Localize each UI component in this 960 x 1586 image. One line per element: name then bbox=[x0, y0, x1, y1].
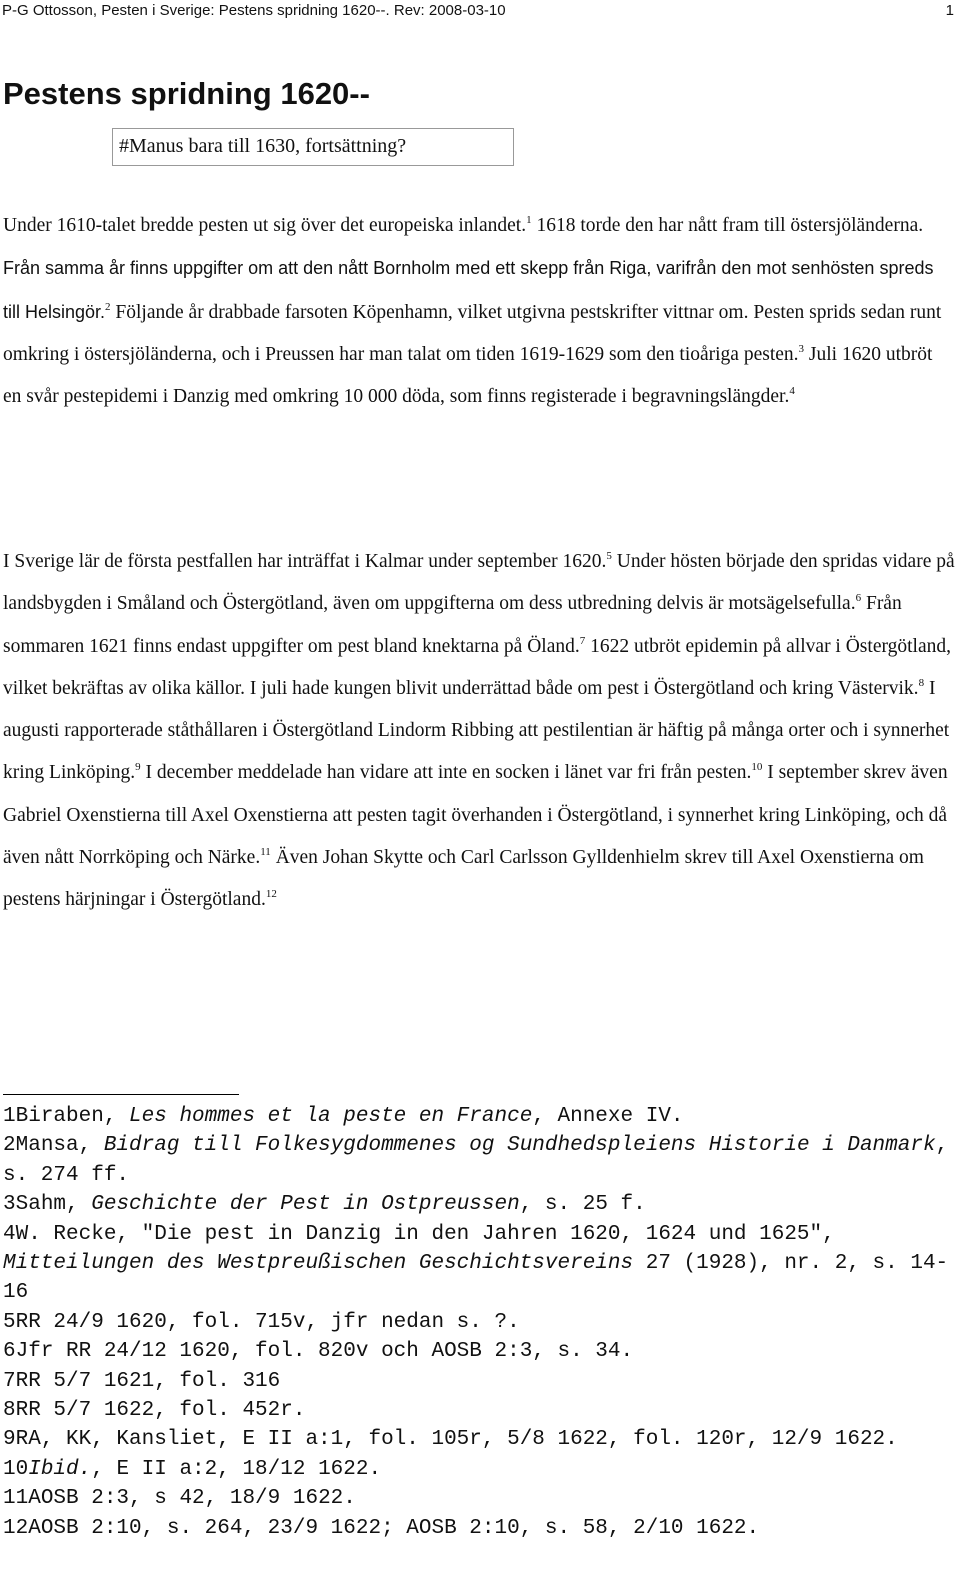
footnote-text: Mansa, bbox=[15, 1134, 104, 1158]
footnote-ref-1[interactable]: 1 bbox=[526, 214, 532, 226]
footnote-9 bbox=[3, 1425, 953, 1454]
paragraph-2-sentence-7: I september skrev även Gabriel Oxenstierna till Axel Oxenstierna att pesten tagit överhanden i Östergötland, i synnerhet kring Linköping, och då även nått Norrköping och Närke. bbox=[3, 762, 948, 869]
footnote-11 bbox=[3, 1484, 953, 1513]
running-title: P-G Ottosson, Pesten i Sverige: Pestens spridning 1620--. Rev: 2008-03-10 bbox=[2, 2, 506, 19]
footnote-5 bbox=[3, 1308, 953, 1337]
footnote-number[interactable]: 5 bbox=[3, 1310, 16, 1334]
paragraph-2 bbox=[3, 541, 955, 922]
footnote-7 bbox=[3, 1367, 953, 1396]
footnote-number[interactable]: 9 bbox=[3, 1428, 16, 1452]
footnote-ref-10[interactable]: 10 bbox=[751, 761, 763, 774]
paragraph-2-sentence-6: I december meddelade han vidare att inte en socken i länet var fri från pesten. bbox=[140, 762, 752, 784]
footnote-1 bbox=[3, 1102, 953, 1131]
footnote-text-end: , s. 25 f. bbox=[519, 1193, 646, 1217]
footnote-text-end: , s. 274 ff. bbox=[3, 1134, 949, 1187]
footnote-ref-11[interactable]: 11 bbox=[260, 846, 271, 859]
footnote-number[interactable]: 10 bbox=[3, 1457, 29, 1481]
paragraph-1-sentence-4: Juli 1620 utbröt en svår pestepidemi i Danzig med omkring 10 000 döda, som finns registerade i begravningslängder. bbox=[3, 343, 933, 408]
footnote-text: AOSB 2:10, s. 264, 23/9 1622; AOSB 2:10, s. 58, 2/10 1622. bbox=[28, 1516, 760, 1540]
footnote-4 bbox=[3, 1220, 953, 1308]
footnote-ref-9[interactable]: 9 bbox=[135, 761, 141, 774]
footnote-text-end: , E II a:2, 18/12 1622. bbox=[91, 1457, 382, 1481]
footnote-text: Jfr RR 24/12 1620, fol. 820v och AOSB 2:3, s. 34. bbox=[15, 1340, 634, 1364]
footnote-number[interactable]: 4 bbox=[3, 1222, 16, 1246]
footnote-ref-7[interactable]: 7 bbox=[579, 634, 586, 647]
footnote-12 bbox=[3, 1514, 953, 1543]
footnote-title: Les hommes et la peste en France bbox=[129, 1105, 533, 1128]
footnote-ref-4[interactable]: 4 bbox=[789, 385, 795, 398]
footnote-number[interactable]: 1 bbox=[3, 1105, 16, 1128]
paragraph-1-sentence-2b: Från samma år finns uppgifter om att den nått Bornholm med ett skepp från Riga, varifrån den mot senhösten spreds till Helsingör. bbox=[3, 258, 934, 322]
footnote-number[interactable]: 2 bbox=[3, 1134, 16, 1158]
footnote-text: RR 5/7 1622, fol. 452r. bbox=[15, 1399, 306, 1423]
footnote-text: AOSB 2:3, s 42, 18/9 1622. bbox=[28, 1487, 356, 1511]
footnote-number[interactable]: 11 bbox=[3, 1487, 29, 1511]
footnote-3 bbox=[3, 1190, 953, 1219]
paragraph-1-sentence-1: Under 1610-talet bredde pesten ut sig över det europeiska inlandet. bbox=[3, 215, 527, 236]
footnote-ref-8[interactable]: 8 bbox=[918, 676, 925, 689]
paragraph-2-sentence-5: I augusti rapporterade ståthållaren i Östergötland Lindorm Ribbing att pestilentian är häftig på många orter och i synnerhet kring Linköping. bbox=[3, 677, 950, 784]
paragraph-2-sentence-1: I Sverige lär de första pestfallen har inträffat i Kalmar under september 1620. bbox=[3, 551, 607, 572]
footnote-title: Ibid. bbox=[28, 1457, 92, 1481]
footnote-title: Mitteilungen des Westpreußischen Geschichtsvereins bbox=[3, 1252, 634, 1276]
footnote-text: RA, KK, Kansliet, E II a:1, fol. 105r, 5/8 1622, fol. 120r, 12/9 1622. bbox=[15, 1428, 898, 1452]
footnote-title: Bidrag till Folkesygdommenes og Sundhedspleiens Historie i Danmark bbox=[103, 1134, 936, 1158]
footnote-number[interactable]: 6 bbox=[3, 1340, 16, 1364]
footnote-text-end: 27 (1928), nr. 2, s. 14-16 bbox=[3, 1252, 949, 1305]
footnote-separator bbox=[3, 1094, 239, 1095]
footnote-number[interactable]: 7 bbox=[3, 1369, 16, 1393]
footnote-number[interactable]: 12 bbox=[3, 1516, 29, 1540]
footnote-10 bbox=[3, 1455, 953, 1484]
paragraph-1-sentence-2a: 1618 torde den har nått fram till östersjöländerna. bbox=[531, 215, 924, 236]
footnote-text: RR 24/9 1620, fol. 715v, jfr nedan s. ?. bbox=[15, 1310, 520, 1334]
footnote-ref-2[interactable]: 2 bbox=[105, 300, 111, 313]
paragraph-2-sentence-2: Under hösten började den spridas vidare på landsbygden i Småland och Östergötland, även om uppgifterna om dess utbredning delvis är motsägelsefulla. bbox=[3, 551, 955, 615]
footnote-6 bbox=[3, 1337, 953, 1366]
footnote-number[interactable]: 8 bbox=[3, 1399, 16, 1423]
footnote-number[interactable]: 3 bbox=[3, 1193, 16, 1217]
page-number: 1 bbox=[945, 2, 954, 19]
footnote-text: RR 5/7 1621, fol. 316 bbox=[15, 1369, 281, 1393]
paragraph-2-sentence-8: Även Johan Skytte och Carl Carlsson Gylldenhielm skrev till Axel Oxenstierna om pestens härjningar i Östergötland. bbox=[3, 847, 924, 911]
footnote-2 bbox=[3, 1131, 953, 1190]
paragraph-1 bbox=[3, 204, 955, 418]
footnote-ref-6[interactable]: 6 bbox=[855, 592, 862, 605]
footnote-text: Biraben, bbox=[15, 1105, 130, 1128]
manuscript-note-box: #Manus bara till 1630, fortsättning? bbox=[112, 128, 514, 166]
footnote-ref-12[interactable]: 12 bbox=[265, 888, 277, 901]
footnote-text-end: , Annexe IV. bbox=[532, 1105, 684, 1128]
paragraph-2-sentence-3: Från sommaren 1621 finns endast uppgifter om pest bland knektarna på Öland. bbox=[3, 593, 902, 657]
footnote-8 bbox=[3, 1396, 953, 1425]
page-title: Pestens spridning 1620-- bbox=[3, 76, 370, 111]
footnote-text: W. Recke, "Die pest in Danzig in den Jahren 1620, 1624 und 1625", bbox=[15, 1222, 835, 1246]
footnote-ref-5[interactable]: 5 bbox=[606, 550, 612, 562]
footnote-list bbox=[3, 1102, 953, 1543]
paragraph-1-sentence-3: Följande år drabbade farsoten Köpenhamn, vilket utgivna pestskrifter vittnar om. Pesten sprids sedan runt omkring i östersjöländerna, och i Preussen har man talat om tiden 1619-1629 som den tioåriga pesten. bbox=[3, 301, 942, 365]
footnote-text: Sahm, bbox=[15, 1193, 92, 1217]
paragraph-2-sentence-4: 1622 utbröt epidemin på allvar i Östergötland, vilket bekräftas av olika källor. I juli hade kungen blivit underrättad både om pest i Östergötland och kring Västervik. bbox=[3, 635, 951, 699]
footnote-ref-3[interactable]: 3 bbox=[798, 342, 805, 355]
running-header bbox=[2, 2, 954, 19]
footnote-title: Geschichte der Pest in Ostpreussen bbox=[91, 1193, 520, 1217]
